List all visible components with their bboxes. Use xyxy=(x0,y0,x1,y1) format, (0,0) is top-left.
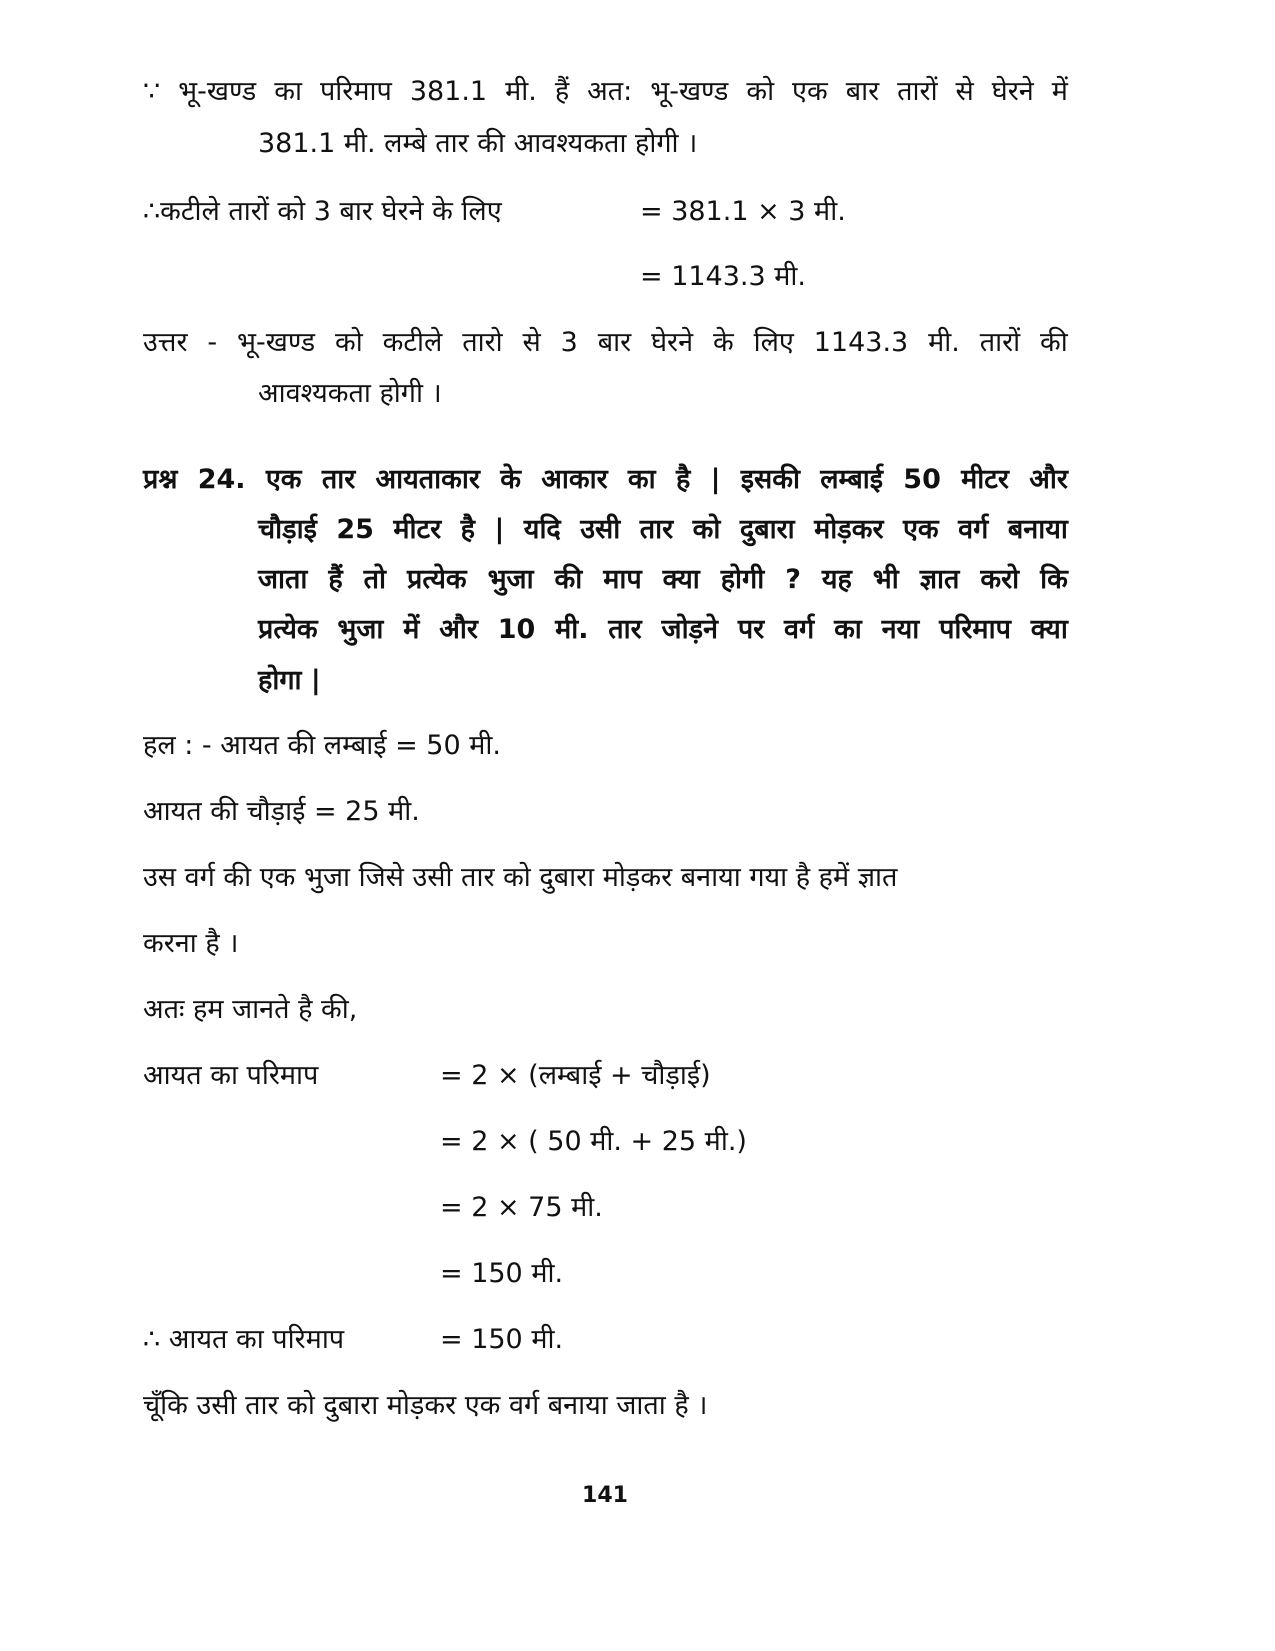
perimeter-step-1: = 2 × (लम्बाई + चौड़ाई) xyxy=(440,1060,711,1091)
result-value: = 150 मी. xyxy=(440,1324,564,1355)
word: भुजा xyxy=(337,614,384,645)
word: 1143.3 xyxy=(813,327,909,358)
word: भू-खण्ड xyxy=(237,327,316,358)
word: में xyxy=(403,614,420,645)
word: उसी xyxy=(580,514,621,545)
intro-line-2: 381.1 मी. लम्बे तार की आवश्यकता होगी । xyxy=(258,128,698,159)
word: जोड़ने xyxy=(661,614,719,645)
word: ∵ xyxy=(143,76,161,107)
word: करो xyxy=(980,564,1020,595)
perimeter-label: आयत का परिमाप xyxy=(143,1060,319,1091)
word: का xyxy=(274,76,302,107)
word: और xyxy=(439,614,478,645)
word: भी xyxy=(872,564,899,595)
question-line-2 xyxy=(258,510,1068,550)
word: से xyxy=(955,76,974,107)
word: 3 xyxy=(560,327,578,358)
word: भू-खण्ड xyxy=(650,76,729,107)
word: को xyxy=(746,76,775,107)
solution-length: हल : - आयत की लम्बाई = 50 मी. xyxy=(143,730,501,761)
word: कि xyxy=(1040,564,1068,595)
word: प्रत्येक xyxy=(407,564,467,595)
word: तार xyxy=(608,614,642,645)
word: है xyxy=(460,514,475,545)
word: क्या xyxy=(662,564,700,595)
word: पर xyxy=(737,614,765,645)
word: ज्ञात xyxy=(919,564,960,595)
word: को xyxy=(335,327,363,358)
question-line-3 xyxy=(258,560,1068,600)
question-line-1 xyxy=(143,460,1068,500)
word: एक xyxy=(902,514,939,545)
word: परिमाप xyxy=(939,614,1011,645)
word: तार xyxy=(639,514,674,545)
word: उत्तर xyxy=(143,327,188,358)
word: आकार xyxy=(541,464,608,495)
word: तो xyxy=(363,564,387,595)
solution-since: चूँकि उसी तार को दुबारा मोड़कर एक वर्ग बनाया जाता है । xyxy=(143,1390,708,1421)
word: - xyxy=(207,327,218,358)
word: हैं xyxy=(328,564,343,595)
word: की xyxy=(554,564,583,595)
word: मोड़कर xyxy=(814,514,884,545)
page-number: 141 xyxy=(582,1483,628,1508)
word: के xyxy=(712,327,734,358)
word: ? xyxy=(785,564,801,595)
word: मी. xyxy=(555,614,589,645)
calc-step-2: = 1143.3 मी. xyxy=(640,261,806,292)
word: लिए xyxy=(753,327,794,358)
word: मी. xyxy=(505,76,537,107)
word: तारों xyxy=(897,76,938,107)
question-line-4 xyxy=(258,610,1068,650)
calc-label: ∴कटीले तारों को 3 बार घेरने के लिए xyxy=(143,196,502,227)
word: माप xyxy=(603,564,642,595)
word: यह xyxy=(821,564,852,595)
intro-line-1 xyxy=(143,72,1068,112)
word: और xyxy=(1029,464,1068,495)
word: में xyxy=(1051,76,1068,107)
word: दुबारा xyxy=(739,514,795,545)
solution-statement-line-2: करना है । xyxy=(143,928,239,959)
perimeter-step-4: = 150 मी. xyxy=(440,1258,564,1289)
word: आयताकार xyxy=(375,464,480,495)
word: घेरने xyxy=(651,327,694,358)
word: कटीले xyxy=(382,327,443,358)
word: मीटर xyxy=(393,514,442,545)
word: 10 xyxy=(497,614,536,645)
word: का xyxy=(627,464,656,495)
solution-we-know: अतः हम जानते है की, xyxy=(143,994,358,1025)
word: मीटर xyxy=(961,464,1009,495)
word: क्या xyxy=(1030,614,1068,645)
answer-line-1 xyxy=(143,323,1068,363)
word: लम्बाई xyxy=(820,464,883,495)
word: की xyxy=(1040,327,1068,358)
word: को xyxy=(692,514,721,545)
word: नया xyxy=(881,614,920,645)
word: जाता xyxy=(258,564,308,595)
word: परिमाप xyxy=(319,76,392,107)
perimeter-step-3: = 2 × 75 मी. xyxy=(440,1192,603,1223)
word: 381.1 xyxy=(409,76,488,107)
word: घेरने xyxy=(991,76,1034,107)
word: मी. xyxy=(928,327,960,358)
word: एक xyxy=(265,464,302,495)
solution-statement-line-1: उस वर्ग की एक भुजा जिसे उसी तार को दुबारा मोड़कर बनाया गया है हमें ज्ञात xyxy=(143,862,898,893)
calc-step-1: = 381.1 × 3 मी. xyxy=(640,196,846,227)
result-label: ∴ आयत का परिमाप xyxy=(143,1324,345,1355)
word: तार xyxy=(321,464,356,495)
word: है xyxy=(675,464,691,495)
word: बार xyxy=(597,327,632,358)
word: बनाया xyxy=(1007,514,1068,545)
word: 50 xyxy=(903,464,941,495)
word: हैं xyxy=(554,76,570,107)
word: | xyxy=(494,514,505,545)
word: तारो xyxy=(462,327,503,358)
word: चौड़ाई xyxy=(258,514,317,545)
perimeter-step-2: = 2 × ( 50 मी. + 25 मी.) xyxy=(440,1126,747,1157)
word: प्रत्येक xyxy=(258,614,318,645)
solution-breadth: आयत की चौड़ाई = 25 मी. xyxy=(143,796,420,827)
word: तारों xyxy=(979,327,1021,358)
word: इसकी xyxy=(740,464,800,495)
word: | xyxy=(710,464,721,495)
question-line-5: होगा | xyxy=(258,665,321,696)
word: से xyxy=(522,327,541,358)
word: यदि xyxy=(523,514,561,545)
word: भुजा xyxy=(487,564,534,595)
word: वर्ग xyxy=(958,514,989,545)
word: प्रश्न xyxy=(143,464,178,495)
answer-line-2: आवश्यकता होगी । xyxy=(258,378,442,409)
word: भू-खण्ड xyxy=(178,76,257,107)
word: वर्ग xyxy=(784,614,815,645)
word: 24. xyxy=(197,464,246,495)
word: अत: xyxy=(587,76,633,107)
word: बार xyxy=(845,76,880,107)
word: के xyxy=(500,464,521,495)
word: का xyxy=(834,614,862,645)
word: 25 xyxy=(336,514,374,545)
word: एक xyxy=(792,76,828,107)
word: होगी xyxy=(720,564,765,595)
